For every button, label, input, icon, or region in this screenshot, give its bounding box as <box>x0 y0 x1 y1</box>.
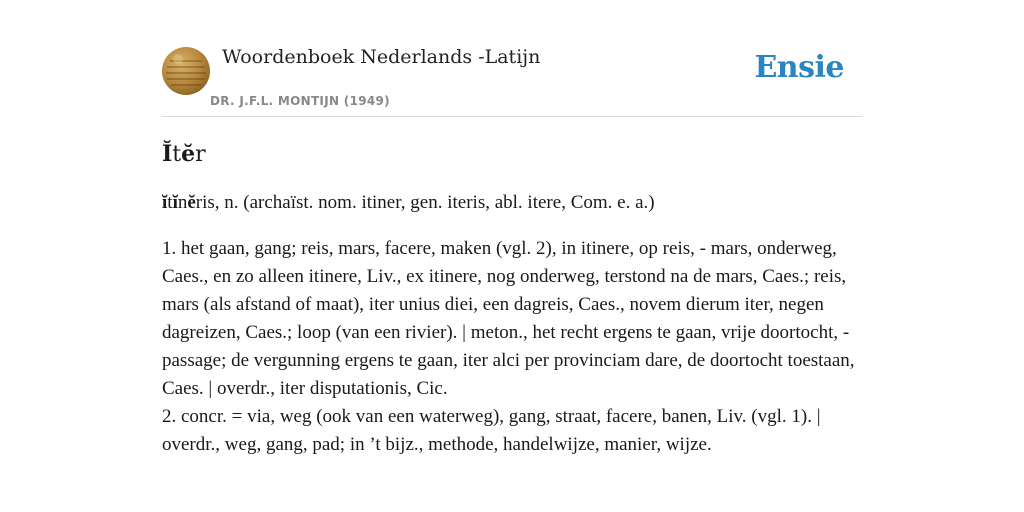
headword-part: r <box>195 142 206 167</box>
bronze-medallion-logo-icon[interactable] <box>162 47 210 95</box>
entry-headword <box>162 141 862 167</box>
forms-part: ĭ <box>172 192 178 213</box>
definition-sense-1: 1. het gaan, gang; reis, mars, facere, maken (vgl. 2), in itinere, op reis, - mars, onderweg, Caes., en zo alleen itinere, Liv., ex itinere, nog onderweg, terstond na de mars, Caes.; reis, mars (als afstand of maat), iter unius diei, een dagreis, Caes., novem dierum iter, negen dagreizen, Caes.; loop (van een rivier). | meton., het recht ergens te gaan, vrije doortocht, - passage; de vergunning ergens te gaan, iter alci per provinciam dare, de doortocht toestaan, Caes. | overdr., iter disputationis, Cic. <box>162 238 855 399</box>
forms-part: ĕ <box>187 192 196 213</box>
book-title[interactable]: Woordenboek Nederlands -Latijn <box>222 46 541 68</box>
headword-part: Ĭ <box>162 141 173 167</box>
forms-part: ris, n. (archaïst. nom. itiner, gen. iteris, abl. itere, Com. e. a.) <box>195 192 655 213</box>
headword-part: t <box>172 142 182 167</box>
entry-forms <box>162 189 862 217</box>
headword-part: ĕ <box>181 141 196 167</box>
forms-part: ĭ <box>162 192 168 213</box>
entry-definition <box>162 235 862 459</box>
header <box>162 44 862 117</box>
definition-sense-2: 2. concr. = via, weg (ook van een waterweg), gang, straat, facere, banen, Liv. (vgl. 1). | overdr., weg, gang, pad; in ’t bijz., methode, handelwijze, manier, wijze. <box>162 406 821 455</box>
forms-part: n <box>177 192 188 213</box>
brand-logo[interactable]: Ensie <box>754 50 844 85</box>
forms-part: t <box>167 192 173 213</box>
author-line: DR. J.F.L. MONTIJN (1949) <box>210 94 390 108</box>
page <box>162 44 862 459</box>
